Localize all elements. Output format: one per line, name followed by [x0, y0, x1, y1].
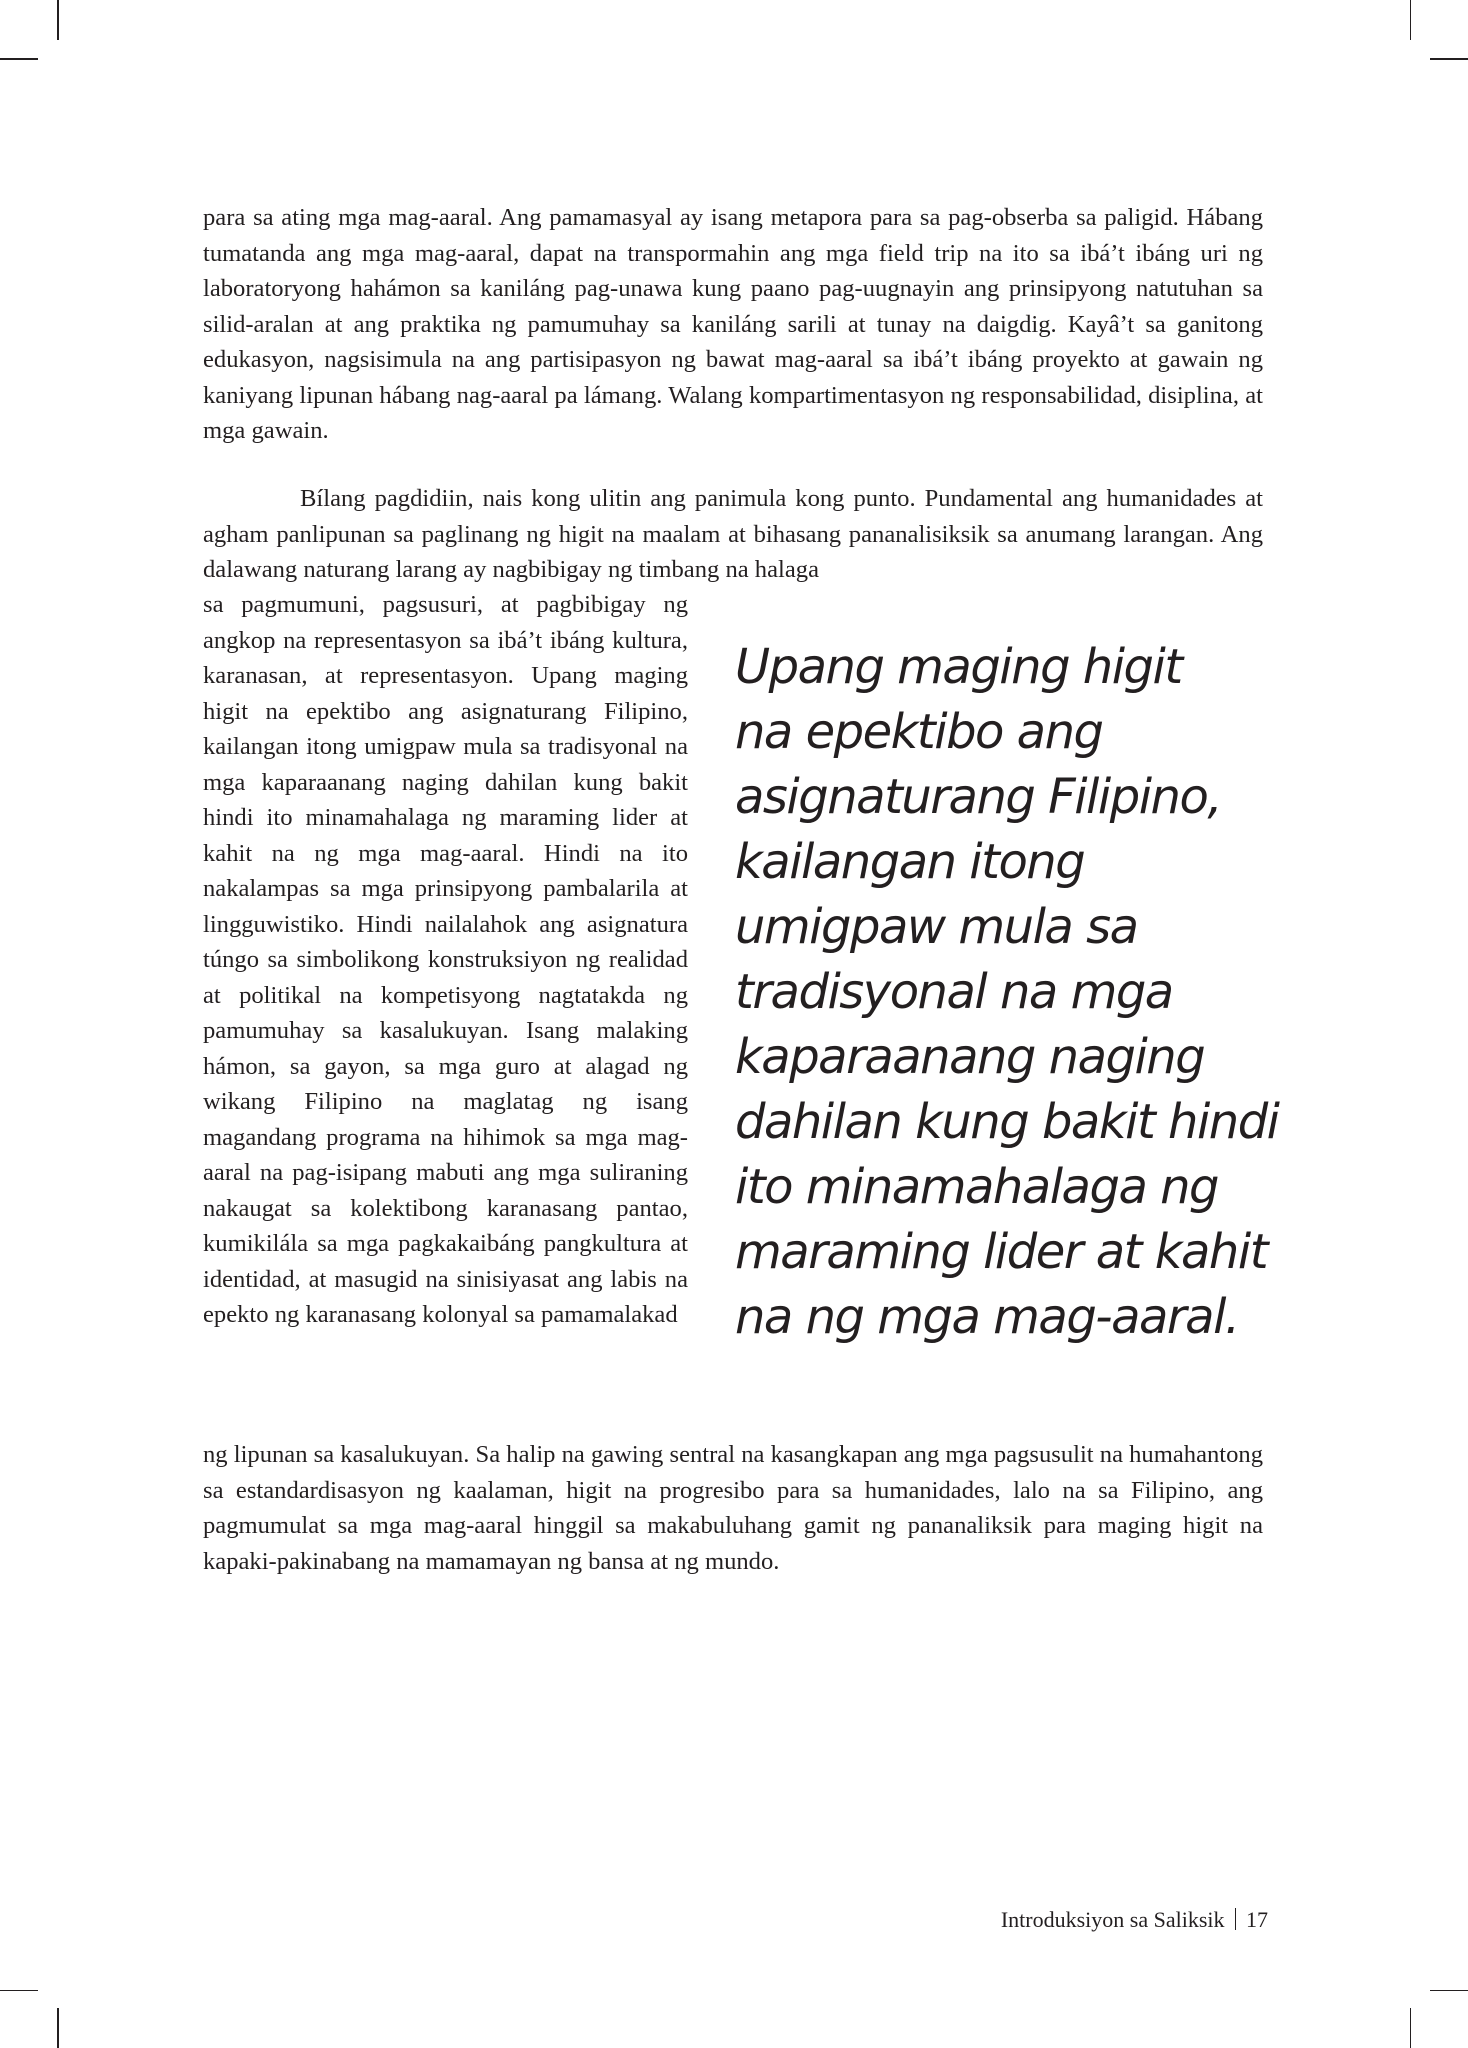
footer-page-number: 17 — [1246, 1907, 1268, 1932]
footer-book-title: Introduksiyon sa Saliksik — [1000, 1907, 1225, 1932]
crop-mark-bottom-right-h — [1430, 1990, 1468, 1992]
paragraph-intro: para sa ating mga mag-aaral. Ang pamamasyal ay isang metapora para sa pag-obserba sa paligid. Hábang tumatanda ang mga mag-aaral, dapat na transpormahin ang mga field trip na ito sa ibá’t ibáng uri ng laboratoryong hahámon sa kaniláng pag-unawa kung paano pag-uugnayin ang prinsipyong natutuhan sa silid-aralan at ang praktika ng pamumuhay sa kaniláng sarili at tunay na daigdig. Kayâ’t sa ganitong edukasyon, nagsisimula na ang partisipasyon ng bawat mag-aaral sa ibá’t ibáng proyekto at gawain ng kaniyang lipunan hábang nag-aaral pa lámang. Walang kompartimentasyon ng responsabilidad, disiplina, at mga gawain. — [203, 204, 1263, 444]
pull-quote — [735, 635, 1295, 1350]
page-footer — [1001, 1905, 1268, 1935]
paragraph-main-column: sa pagmumuni, pagsusuri, at pagbibigay ng angkop na representasyon sa ibá’t ibáng kultura, karanasan, at representasyon. Upang maging higit na epektibo ang asignaturang Filipino, kailangan itong umigpaw mula sa tradisyonal na mga kaparaanang naging dahilan kung bakit hindi ito minamahalaga ng maraming lider at kahit na ng mga mag-aaral. Hindi na ito nakalampas sa mga prinsipyong pambalarila at lingguwistiko. Hindi nailalahok ang asignatura túngo sa simbolikong konstruksiyon ng realidad at politikal na kompetisyong nagtatakda ng pamumuhay sa kasalukuyan. Isang malaking hámon, sa gayon, sa mga guro at alagad ng wikang Filipino na maglatag ng isang magandang programa na hihimok sa mga mag-aaral na pag-isipang mabuti ang mga suliraning nakaugat sa kolektibong karanasang pantao, kumikilála sa mga pagkakaibáng pangkultura at identidad, at masugid na sinisiyasat ang labis na epekto ng karanasang kolonyal sa pamamalakad — [203, 591, 688, 1328]
pull-quote-line: kaparaanang naging — [735, 1029, 1205, 1085]
crop-mark-top-right-v — [1410, 0, 1412, 40]
pull-quote-line: tradisyonal na mga — [735, 964, 1173, 1020]
footer-divider — [1235, 1908, 1237, 1930]
crop-mark-top-left-h — [0, 58, 38, 60]
crop-mark-bottom-left-v — [57, 2008, 59, 2048]
pull-quote-line: na ng mga mag-aaral. — [735, 1289, 1239, 1345]
crop-mark-bottom-left-h — [0, 1990, 38, 1992]
pull-quote-line: asignaturang Filipino, — [735, 769, 1222, 825]
pull-quote-line: umigpaw mula sa — [735, 899, 1138, 955]
pull-quote-line: na epektibo ang — [735, 704, 1103, 760]
paragraph-main-full-width: Bílang pagdidiin, nais kong ulitin ang panimula kong punto. Pundamental ang humanidades at agham panlipunan sa paglinang ng higit na maalam at bihasang pananalisiksik sa anumang larangan. Ang dalawang naturang larang ay nagbibigay ng timbang na halaga — [203, 485, 1263, 583]
pull-quote-line: dahilan kung bakit hindi — [735, 1094, 1279, 1150]
pull-quote-line: Upang maging higit — [735, 639, 1182, 695]
pull-quote-line: maraming lider at kahit — [735, 1224, 1268, 1280]
crop-mark-bottom-right-v — [1410, 2008, 1412, 2048]
pull-quote-line: ito minamahalaga ng — [735, 1159, 1218, 1215]
crop-mark-top-right-h — [1430, 58, 1468, 60]
pull-quote-line: kailangan itong — [735, 834, 1085, 890]
crop-mark-top-left-v — [57, 0, 59, 40]
paragraph-main-end: ng lipunan sa kasalukuyan. Sa halip na gawing sentral na kasangkapan ang mga pagsusulit na humahantong sa estandardisasyon ng kaalaman, higit na progresibo para sa humanidades, lalo na sa Filipino, ang pagmumulat sa mga mag-aaral hinggil sa makabuluhang gamit ng pananaliksik para maging higit na kapaki-pakinabang na mamamayan ng bansa at ng mundo. — [203, 1441, 1264, 1575]
